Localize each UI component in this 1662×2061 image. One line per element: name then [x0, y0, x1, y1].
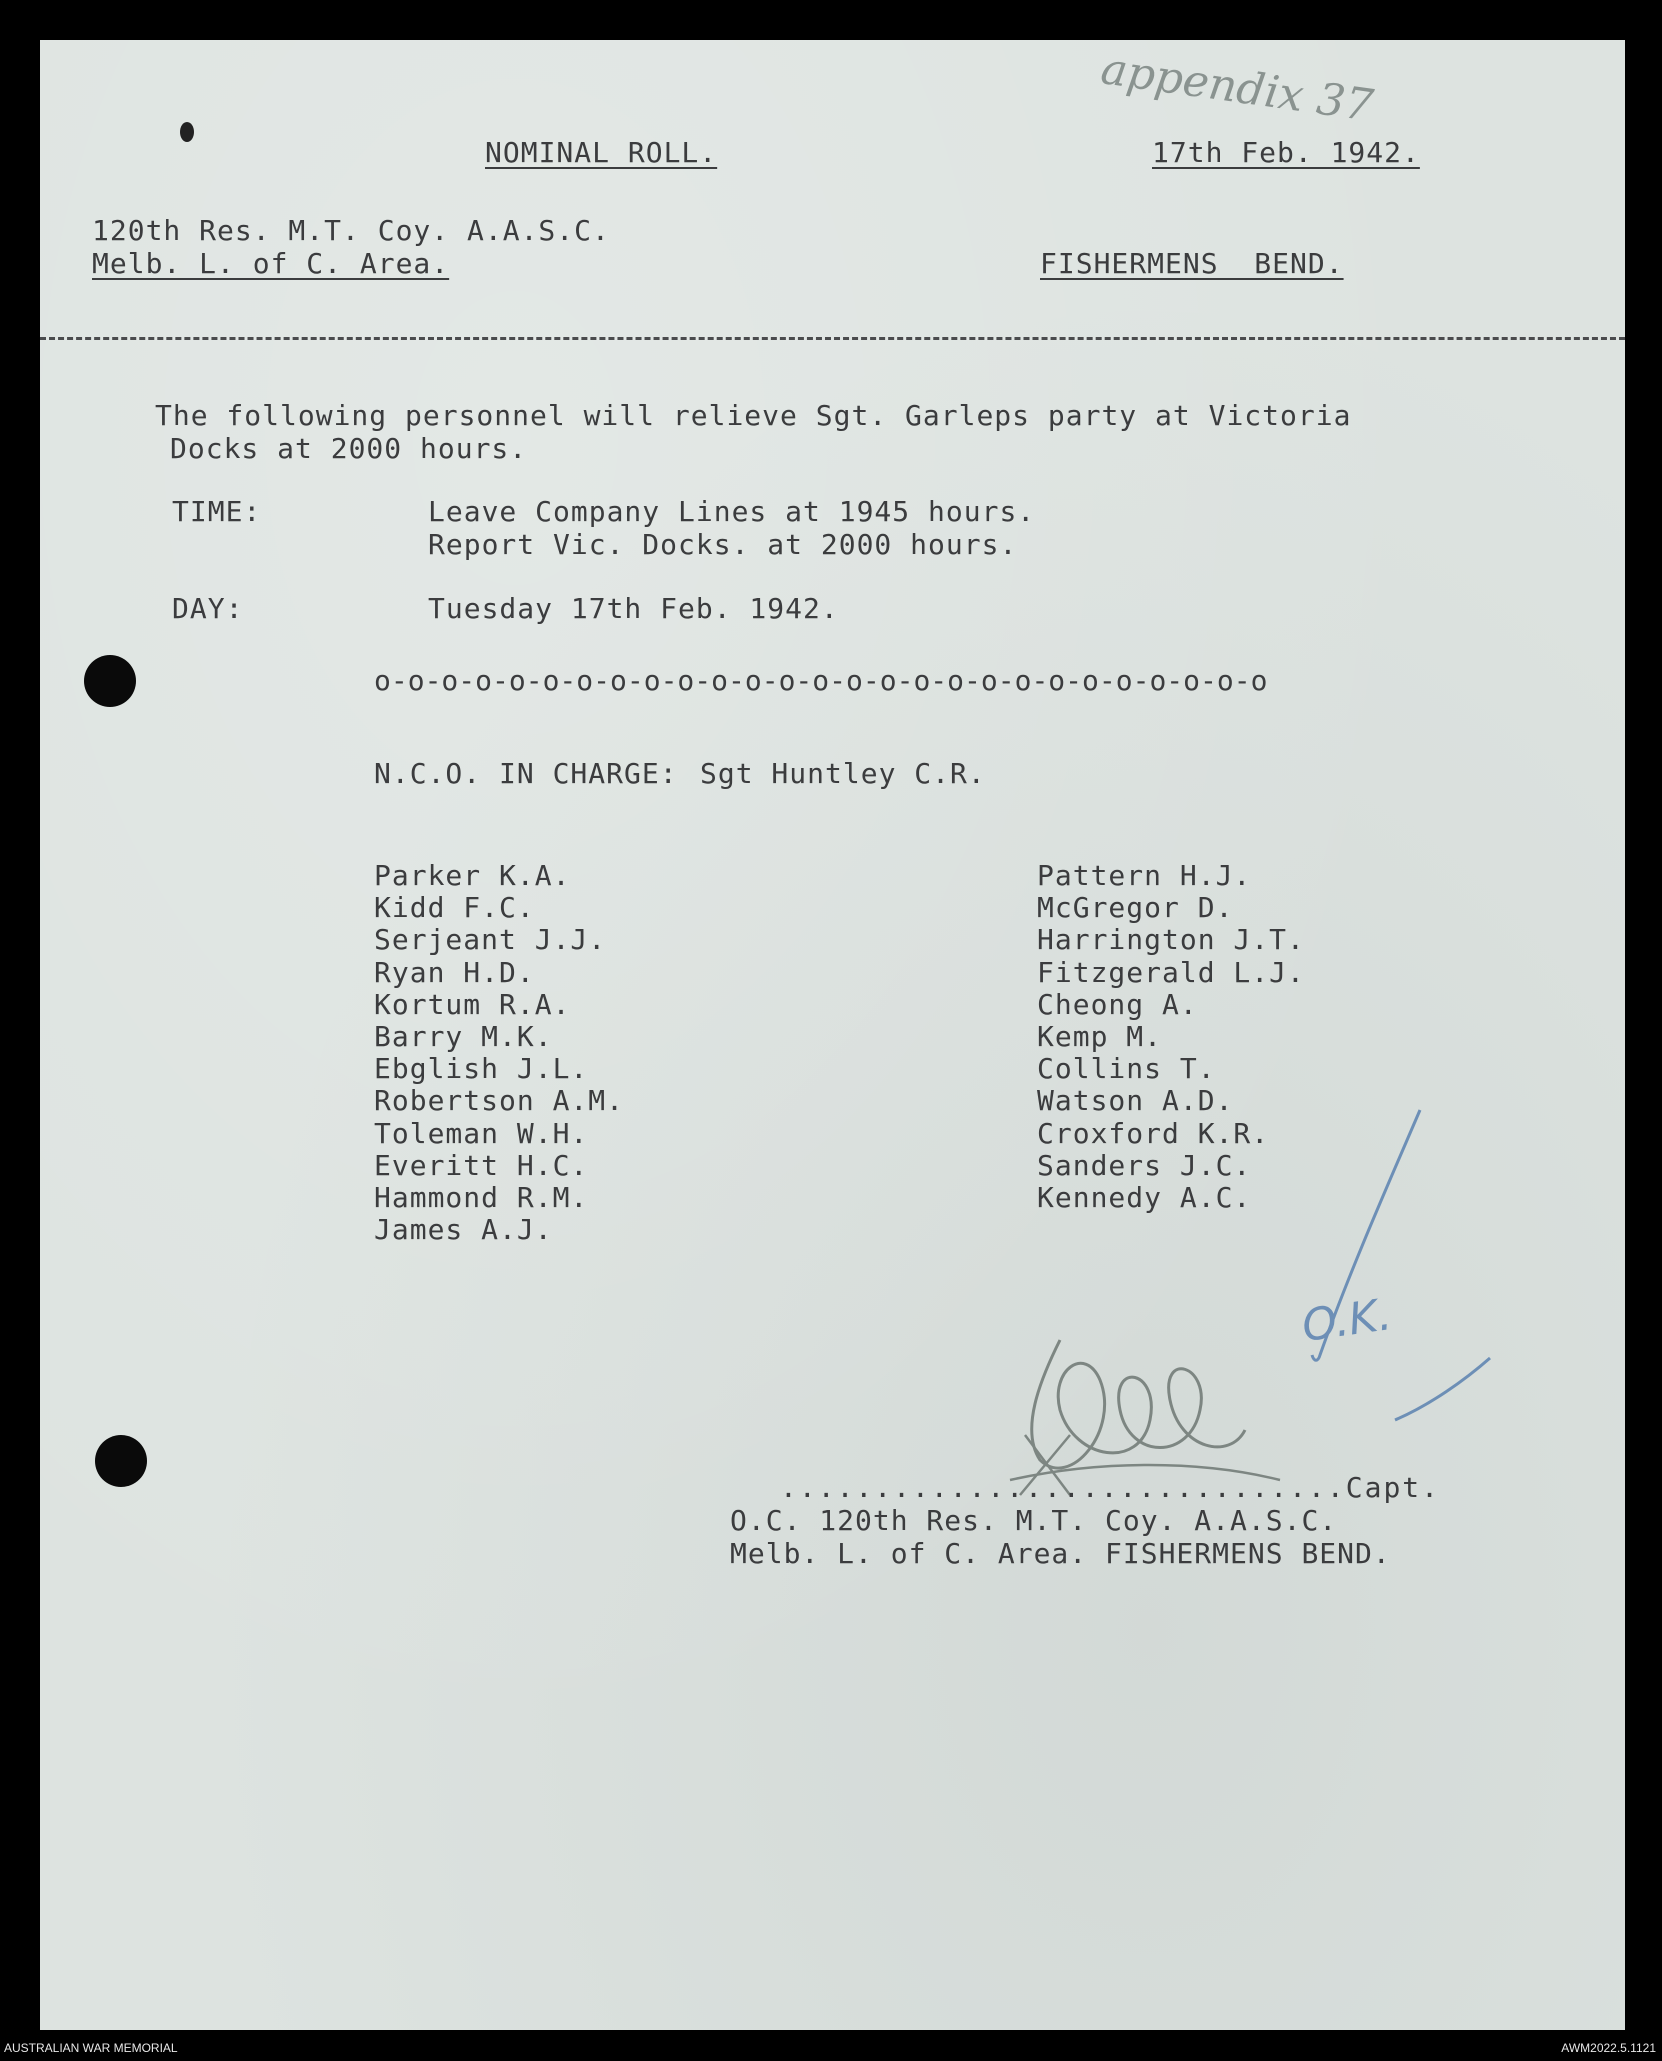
- day-value: Tuesday 17th Feb. 1942.: [428, 592, 839, 625]
- roll-name: Ryan H.D.: [374, 955, 535, 989]
- ornamental-separator: o-o-o-o-o-o-o-o-o-o-o-o-o-o-o-o-o-o-o-o-o-o-o-o-o-o-o: [374, 664, 1268, 697]
- punch-hole-top: [84, 655, 136, 707]
- intro-line-1: The following personnel will relieve Sgt. Garleps party at Victoria: [155, 399, 1352, 432]
- roll-name: Pattern H.J.: [1037, 859, 1252, 892]
- roll-name: Kennedy A.C.: [1037, 1181, 1252, 1214]
- roll-name: Sanders J.C.: [1037, 1148, 1252, 1182]
- roll-name: Harrington J.T.: [1037, 923, 1305, 957]
- time-line-2: Report Vic. Docks. at 2000 hours.: [428, 528, 1018, 561]
- unit-line-1: 120th Res. M.T. Coy. A.A.S.C.: [92, 214, 610, 247]
- roll-name: Fitzgerald L.J.: [1037, 955, 1305, 989]
- signature-dots-rank: ..............................Capt.: [780, 1471, 1441, 1504]
- roll-name: Kemp M.: [1037, 1020, 1163, 1053]
- roll-name: Collins T.: [1037, 1052, 1216, 1086]
- roll-name: James A.J.: [374, 1213, 553, 1247]
- roll-name: McGregor D.: [1037, 891, 1234, 925]
- ink-speck: [180, 122, 194, 142]
- location: FISHERMENS BEND.: [1040, 247, 1344, 280]
- roll-name: Kidd F.C.: [374, 891, 535, 925]
- document-date: 17th Feb. 1942.: [1152, 136, 1420, 169]
- roll-name: Cheong A.: [1037, 987, 1198, 1021]
- nco-value: Sgt Huntley C.R.: [700, 757, 986, 790]
- roll-name: Parker K.A.: [374, 859, 571, 892]
- roll-name: Ebglish J.L.: [374, 1052, 589, 1086]
- signature-line-2: Melb. L. of C. Area. FISHERMENS BEND.: [730, 1537, 1391, 1570]
- signature-line-1: O.C. 120th Res. M.T. Coy. A.A.S.C.: [730, 1504, 1338, 1537]
- day-label: DAY:: [172, 592, 244, 625]
- unit-line-2: Melb. L. of C. Area.: [92, 247, 450, 280]
- roll-name: Toleman W.H.: [374, 1116, 589, 1150]
- roll-name: Everitt H.C.: [374, 1148, 589, 1182]
- handwritten-appendix-note: appendix 37: [1097, 43, 1377, 132]
- footer-accession-number: AWM2022.5.1121: [1561, 2041, 1656, 2055]
- intro-line-2: Docks at 2000 hours.: [170, 432, 528, 465]
- handwritten-ok: O.K.: [1298, 1289, 1395, 1352]
- header-divider: [40, 337, 1625, 340]
- footer-archive-name: AUSTRALIAN WAR MEMORIAL: [4, 2041, 178, 2055]
- roll-name: Barry M.K.: [374, 1020, 553, 1053]
- ok-tick-stroke: [1380, 1350, 1500, 1430]
- roll-name: Serjeant J.J.: [374, 923, 607, 957]
- time-label: TIME:: [172, 495, 262, 528]
- punch-hole-bottom: [95, 1435, 147, 1487]
- roll-name: Kortum R.A.: [374, 987, 571, 1021]
- time-line-1: Leave Company Lines at 1945 hours.: [428, 495, 1036, 528]
- document-title: NOMINAL ROLL.: [485, 136, 718, 169]
- nco-label: N.C.O. IN CHARGE:: [374, 757, 678, 790]
- roll-name: Robertson A.M.: [374, 1084, 625, 1118]
- roll-name: Hammond R.M.: [374, 1181, 589, 1214]
- document-page: [40, 40, 1625, 2030]
- roll-name: Watson A.D.: [1037, 1084, 1234, 1118]
- roll-name: Croxford K.R.: [1037, 1116, 1270, 1150]
